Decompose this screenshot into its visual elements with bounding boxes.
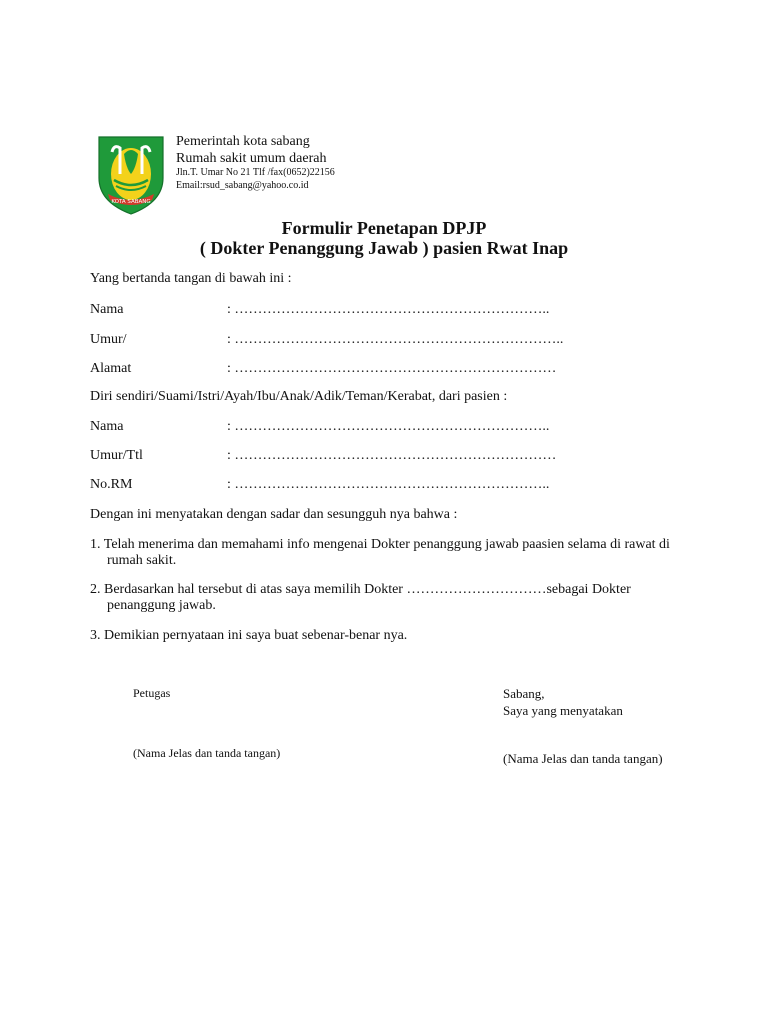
patient-dob-field[interactable]: : …………………………………………………………… xyxy=(227,448,557,463)
signer-name-field[interactable]: : ………………………………………………………….. xyxy=(227,302,550,317)
patient-rm-field[interactable]: : ………………………………………………………….. xyxy=(227,477,550,492)
form-subtitle: ( Dokter Penanggung Jawab ) pasien Rwat Inap xyxy=(199,238,569,258)
form-title: Formulir Penetapan DPJP xyxy=(281,218,487,238)
intro-text: Yang bertanda tangan di bawah ini : xyxy=(90,271,292,286)
statement-1-line-2: rumah sakit. xyxy=(107,553,177,568)
signer-address-field[interactable]: : …………………………………………………………… xyxy=(227,361,557,376)
patient-rm-label: No.RM xyxy=(90,477,133,492)
statement-2-suffix: sebagai Dokter xyxy=(546,582,631,597)
header-email: Email:rsud_sabang@yahoo.co.id xyxy=(176,180,309,191)
statement-2-line-1 xyxy=(90,582,631,598)
signer-age-field[interactable]: : …………………………………………………………….. xyxy=(227,332,564,347)
header-government: Pemerintah kota sabang xyxy=(176,134,310,149)
statement-2-prefix: 2. Berdasarkan hal tersebut di atas saya memilih Dokter xyxy=(90,582,407,597)
statement-3: 3. Demikian pernyataan ini saya buat sebenar-benar nya. xyxy=(90,628,408,643)
signer-address-label: Alamat xyxy=(90,361,132,376)
logo-text: KOTA SABANG xyxy=(111,199,151,205)
relation-text: Diri sendiri/Suami/Istri/Ayah/Ibu/Anak/Adik/Teman/Kerabat, dari pasien : xyxy=(90,389,508,404)
statement-1-line-1: 1. Telah menerima dan memahami info mengenai Dokter penanggung jawab paasien selama di rawat di xyxy=(90,537,670,552)
place-label: Sabang, xyxy=(503,686,545,701)
doctor-name-field[interactable]: ………………………… xyxy=(406,582,547,597)
declarant-label: Saya yang menyatakan xyxy=(503,703,623,718)
signer-name-label: Nama xyxy=(90,302,124,317)
declaration-text: Dengan ini menyatakan dengan sadar dan sesungguh nya bahwa : xyxy=(90,507,458,522)
patient-name-label: Nama xyxy=(90,419,124,434)
patient-dob-label: Umur/Ttl xyxy=(90,448,143,463)
header-address: Jln.T. Umar No 21 Tlf /fax(0652)22156 xyxy=(176,167,335,178)
officer-label: Petugas xyxy=(133,686,171,700)
declarant-signature: (Nama Jelas dan tanda tangan) xyxy=(503,751,663,766)
kota-sabang-logo xyxy=(96,134,166,216)
patient-name-field[interactable]: : ………………………………………………………….. xyxy=(227,419,550,434)
statement-2-line-2: penanggung jawab. xyxy=(107,598,216,613)
officer-signature: (Nama Jelas dan tanda tangan) xyxy=(133,746,281,760)
signer-age-label: Umur/ xyxy=(90,332,127,347)
header-hospital: Rumah sakit umum daerah xyxy=(176,151,327,166)
